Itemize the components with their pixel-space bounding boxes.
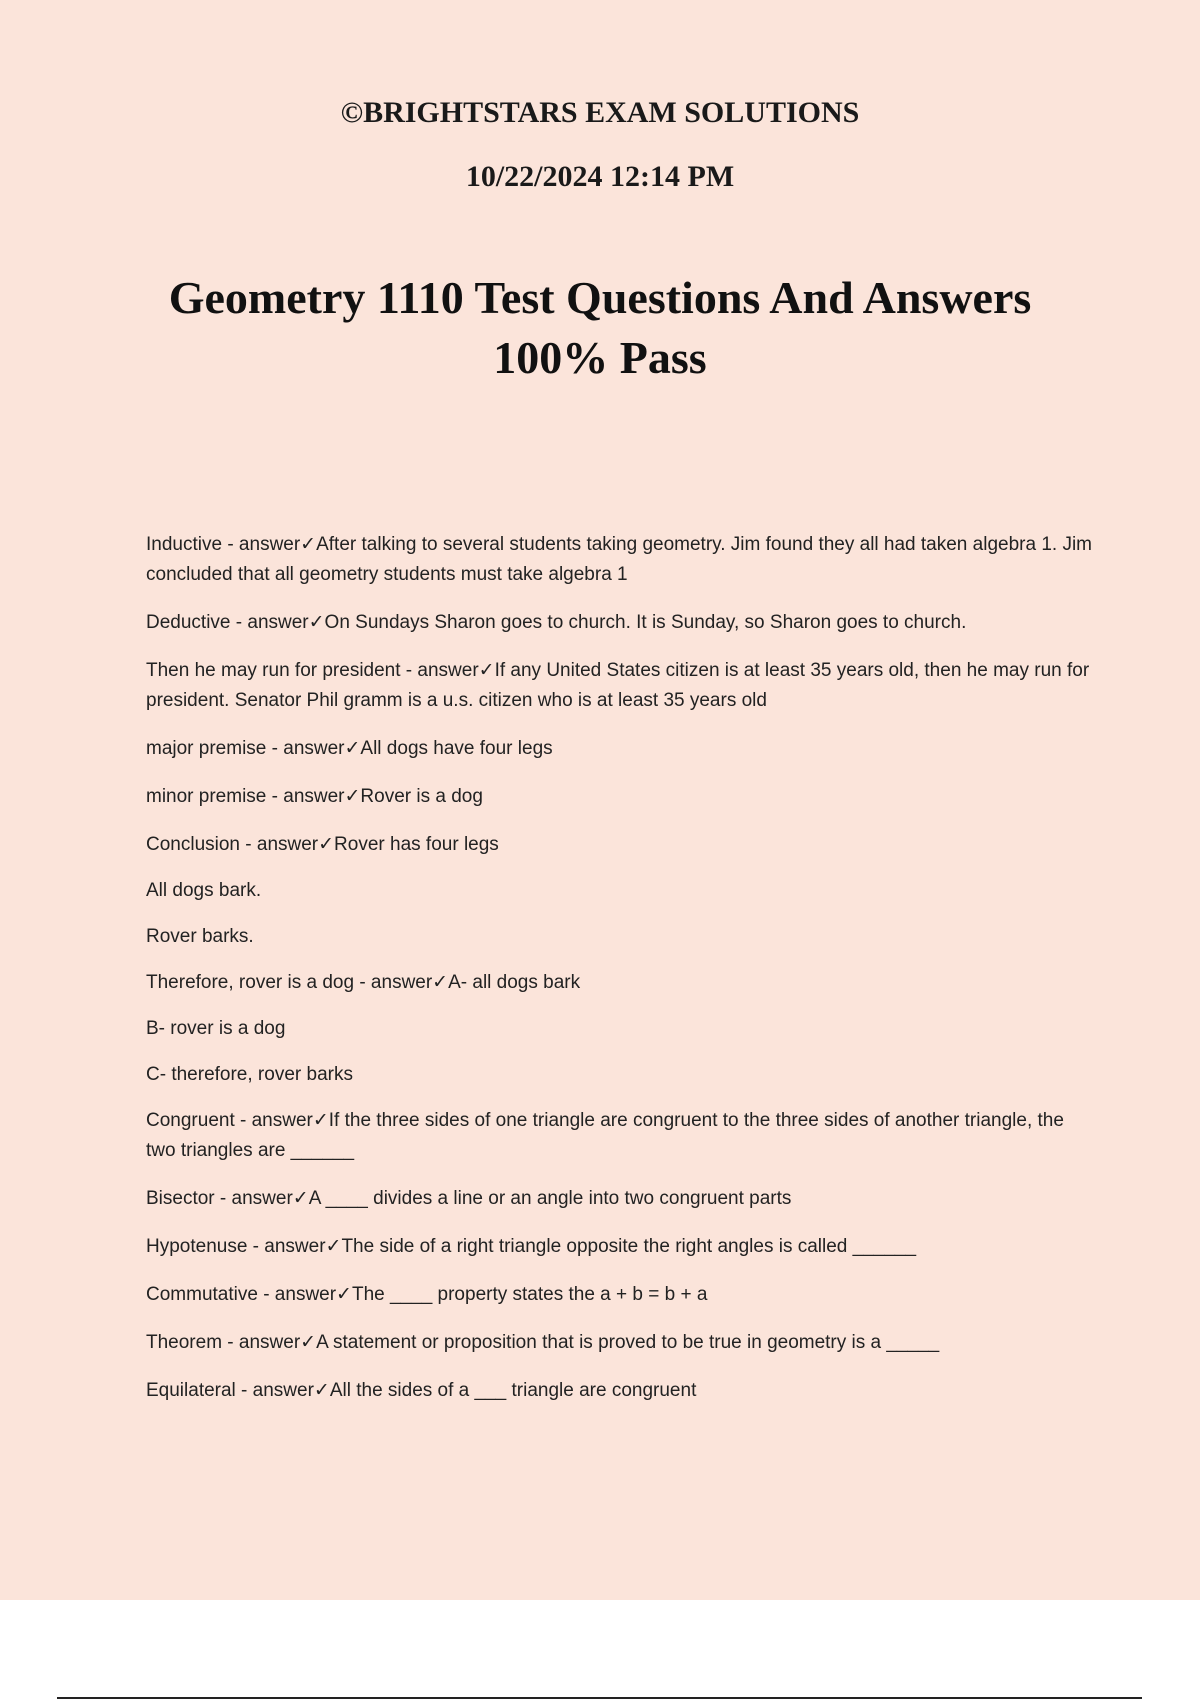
- qa-entry: Congruent - answer✓If the three sides of one triangle are congruent to the three sides of another triangle, the two triangles are ______: [146, 1110, 1064, 1161]
- qa-entry: Theorem - answer✓A statement or proposition that is proved to be true in geometry is a _____: [146, 1332, 940, 1353]
- qa-list: [146, 530, 1096, 1424]
- qa-entry: Hypotenuse - answer✓The side of a right triangle opposite the right angles is called ______: [146, 1236, 917, 1257]
- qa-entry: B- rover is a dog: [146, 1018, 286, 1039]
- qa-entry: Inductive - answer✓After talking to several students taking geometry. Jim found they all had taken algebra 1. Jim concluded that all geometry students must take algebra 1: [146, 534, 1092, 585]
- qa-entry: Then he may run for president - answer✓If any United States citizen is at least 35 years old, then he may run for president. Senator Phil gramm is a u.s. citizen who is at least 35 years old: [146, 660, 1090, 711]
- qa-entry: Equilateral - answer✓All the sides of a ___ triangle are congruent: [146, 1380, 697, 1401]
- brand-header: ©BRIGHTSTARS EXAM SOLUTIONS: [340, 96, 860, 129]
- footer-divider: [57, 1697, 1142, 1699]
- qa-entry: Deductive - answer✓On Sundays Sharon goes to church. It is Sunday, so Sharon goes to church.: [146, 612, 967, 633]
- qa-entry: Therefore, rover is a dog - answer✓A- all dogs bark: [146, 972, 581, 993]
- qa-entry: C- therefore, rover barks: [146, 1064, 353, 1085]
- page-footer: [0, 1600, 1200, 1700]
- qa-entry: Conclusion - answer✓Rover has four legs: [146, 834, 499, 855]
- qa-entry: major premise - answer✓All dogs have four legs: [146, 738, 553, 759]
- title-line-2: 100% Pass: [493, 332, 707, 383]
- qa-entry: All dogs bark.: [146, 880, 262, 901]
- qa-entry: minor premise - answer✓Rover is a dog: [146, 786, 483, 807]
- qa-entry: Bisector - answer✓A ____ divides a line or an angle into two congruent parts: [146, 1188, 792, 1209]
- qa-entry: Rover barks.: [146, 926, 254, 947]
- timestamp: 10/22/2024 12:14 PM: [465, 160, 735, 193]
- qa-entry: Commutative - answer✓The ____ property states the a + b = b + a: [146, 1284, 708, 1305]
- page-title: [100, 268, 1100, 388]
- title-line-1: Geometry 1110 Test Questions And Answers: [168, 272, 1032, 323]
